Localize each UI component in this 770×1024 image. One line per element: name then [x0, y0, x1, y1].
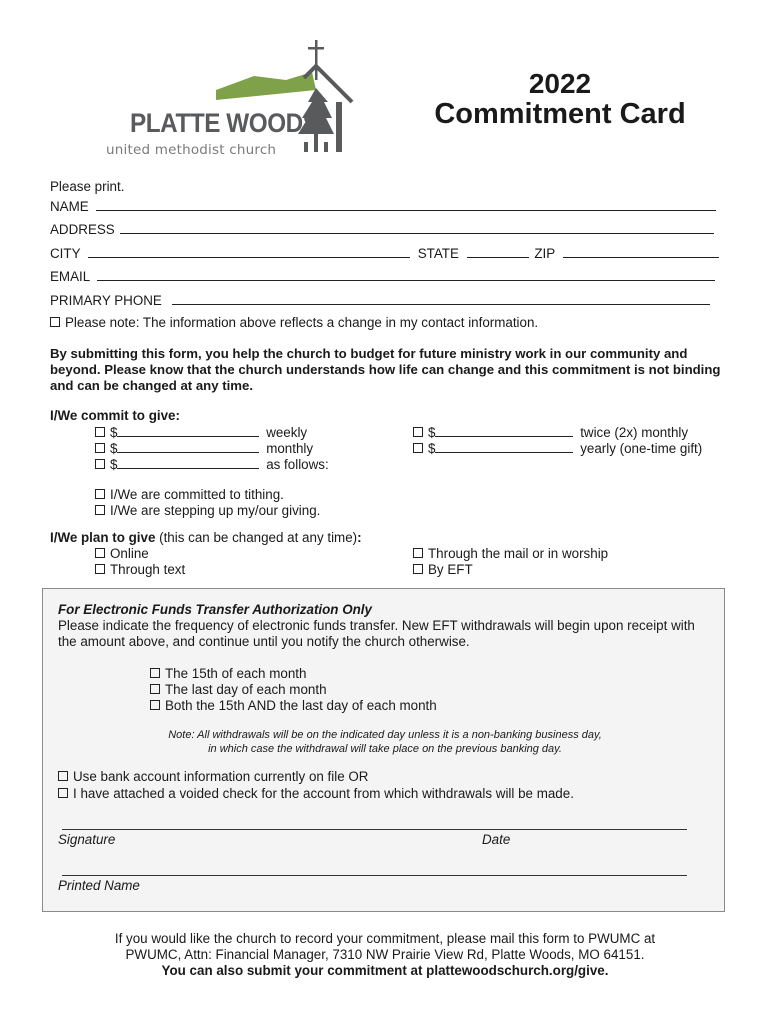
online-label: Online	[110, 546, 149, 561]
commit-option-yearly[interactable]	[413, 440, 702, 457]
printed-name-line[interactable]	[62, 875, 687, 876]
stepping-up-option[interactable]	[95, 503, 320, 519]
card-year: 2022	[528, 68, 592, 99]
print-instruction: Please print.	[50, 179, 125, 194]
weekly-checkbox[interactable]	[95, 427, 105, 437]
card-title: Commitment Card	[434, 98, 686, 130]
eft-15th-label: The 15th of each month	[165, 666, 307, 681]
footer-line2: PWUMC, Attn: Financial Manager, 7310 NW Prairie View Rd, Platte Woods, MO 64151.	[125, 947, 645, 962]
logo-title: PLATTE WOODS	[130, 108, 319, 138]
footer-give-link: You can also submit your commitment at plattewoodschurch.org/give.	[161, 963, 609, 978]
eft-label: By EFT	[428, 562, 473, 577]
eft-voided-check[interactable]	[58, 786, 574, 802]
city-input-line[interactable]	[88, 245, 410, 258]
plan-option-mail[interactable]	[413, 546, 608, 562]
monthly-checkbox[interactable]	[95, 443, 105, 453]
currency-symbol: $	[110, 441, 118, 456]
mail-checkbox[interactable]	[413, 548, 423, 558]
eft-last-day-label: The last day of each month	[165, 682, 327, 697]
email-field-row[interactable]	[50, 268, 715, 286]
currency-symbol: $	[428, 425, 436, 440]
address-field-row[interactable]	[50, 221, 714, 239]
contact-change-option[interactable]	[50, 315, 538, 333]
signature-line[interactable]	[62, 829, 687, 830]
twice-monthly-checkbox[interactable]	[413, 427, 423, 437]
phone-input-line[interactable]	[172, 292, 710, 305]
yearly-label: yearly (one-time gift)	[580, 441, 703, 456]
address-label: ADDRESS	[50, 222, 115, 237]
account-on-file-checkbox[interactable]	[58, 771, 68, 781]
city-state-zip-row[interactable]	[50, 245, 719, 263]
plan-heading-colon: :	[357, 530, 362, 545]
state-input-line[interactable]	[467, 245, 529, 258]
currency-symbol: $	[110, 457, 118, 472]
account-on-file-label: Use bank account information currently on file OR	[73, 769, 369, 784]
email-input-line[interactable]	[97, 268, 715, 281]
eft-note	[60, 728, 710, 756]
zip-input-line[interactable]	[563, 245, 719, 258]
stepping-up-label: I/We are stepping up my/our giving.	[110, 503, 321, 518]
as-follows-label: as follows:	[266, 457, 329, 472]
eft-15th-checkbox[interactable]	[150, 668, 160, 678]
monthly-label: monthly	[266, 441, 314, 456]
eft-note-line1: Note: All withdrawals will be on the indicated day unless it is a non-banking business day,	[168, 729, 602, 741]
name-input-line[interactable]	[96, 198, 716, 211]
text-checkbox[interactable]	[95, 564, 105, 574]
address-input-line[interactable]	[120, 221, 714, 234]
plan-option-online[interactable]	[95, 546, 149, 562]
voided-check-checkbox[interactable]	[58, 788, 68, 798]
as-follows-checkbox[interactable]	[95, 459, 105, 469]
yearly-amount-line[interactable]	[435, 440, 573, 453]
eft-freq-15th[interactable]	[150, 666, 306, 682]
commit-option-weekly[interactable]	[95, 424, 307, 441]
plan-option-eft[interactable]	[413, 562, 473, 578]
contact-change-label: Please note: The information above reflects a change in my contact information.	[65, 315, 539, 330]
city-label: CITY	[50, 246, 81, 261]
weekly-amount-line[interactable]	[117, 424, 259, 437]
tithing-option[interactable]	[95, 487, 284, 503]
church-logo	[104, 38, 360, 160]
currency-symbol: $	[428, 441, 436, 456]
signature-label: Signature	[58, 832, 116, 847]
commitment-notice: By submitting this form, you help the church to budget for future ministry work in our community and beyond. Please know that the church understands how life can change and this commitment is not binding and can be changed at any time.	[50, 346, 721, 393]
phone-field-row[interactable]	[50, 292, 710, 310]
footer	[60, 931, 710, 979]
date-label: Date	[482, 832, 511, 847]
email-label: EMAIL	[50, 269, 90, 284]
online-checkbox[interactable]	[95, 548, 105, 558]
commit-option-monthly[interactable]	[95, 440, 313, 457]
as-follows-amount-line[interactable]	[117, 456, 259, 469]
eft-freq-last-day[interactable]	[150, 682, 327, 698]
tithing-label: I/We are committed to tithing.	[110, 487, 284, 502]
text-label: Through text	[110, 562, 186, 577]
eft-both-checkbox[interactable]	[150, 700, 160, 710]
stepping-up-checkbox[interactable]	[95, 505, 105, 515]
eft-heading: For Electronic Funds Transfer Authorization Only	[58, 602, 372, 617]
name-label: NAME	[50, 199, 89, 214]
commit-option-twice-monthly[interactable]	[413, 424, 688, 441]
weekly-label: weekly	[266, 425, 308, 440]
logo-subtitle: united methodist church	[106, 142, 277, 158]
mail-label: Through the mail or in worship	[428, 546, 609, 561]
plan-option-text[interactable]	[95, 562, 185, 578]
voided-check-label: I have attached a voided check for the account from which withdrawals will be made.	[73, 786, 574, 801]
plan-heading-note: (this can be changed at any time)	[155, 530, 358, 545]
commit-option-as-follows[interactable]	[95, 456, 329, 473]
currency-symbol: $	[110, 425, 118, 440]
name-field-row[interactable]	[50, 198, 716, 216]
eft-checkbox[interactable]	[413, 564, 423, 574]
commit-heading: I/We commit to give:	[50, 408, 180, 423]
plan-heading-bold: I/We plan to give	[50, 530, 156, 545]
eft-note-line2: in which case the withdrawal will take place on the previous banking day.	[208, 743, 562, 755]
contact-change-checkbox[interactable]	[50, 317, 60, 327]
twice-monthly-amount-line[interactable]	[435, 424, 573, 437]
eft-both-label: Both the 15th AND the last day of each month	[165, 698, 437, 713]
state-label: STATE	[417, 246, 459, 261]
eft-account-on-file[interactable]	[58, 769, 368, 785]
phone-label: PRIMARY PHONE	[50, 293, 162, 308]
monthly-amount-line[interactable]	[117, 440, 259, 453]
plan-heading	[50, 530, 362, 546]
yearly-checkbox[interactable]	[413, 443, 423, 453]
printed-name-label: Printed Name	[58, 878, 140, 893]
twice-monthly-label: twice (2x) monthly	[580, 425, 689, 440]
eft-freq-both[interactable]	[150, 698, 437, 714]
footer-line1: If you would like the church to record your commitment, please mail this form to PWUMC at	[114, 931, 656, 946]
zip-label: ZIP	[534, 246, 555, 261]
eft-last-day-checkbox[interactable]	[150, 684, 160, 694]
tithing-checkbox[interactable]	[95, 489, 105, 499]
eft-intro: Please indicate the frequency of electronic funds transfer. New EFT withdrawals will begin upon receipt with the amount above, and continue until you notify the church otherwise.	[58, 618, 695, 649]
